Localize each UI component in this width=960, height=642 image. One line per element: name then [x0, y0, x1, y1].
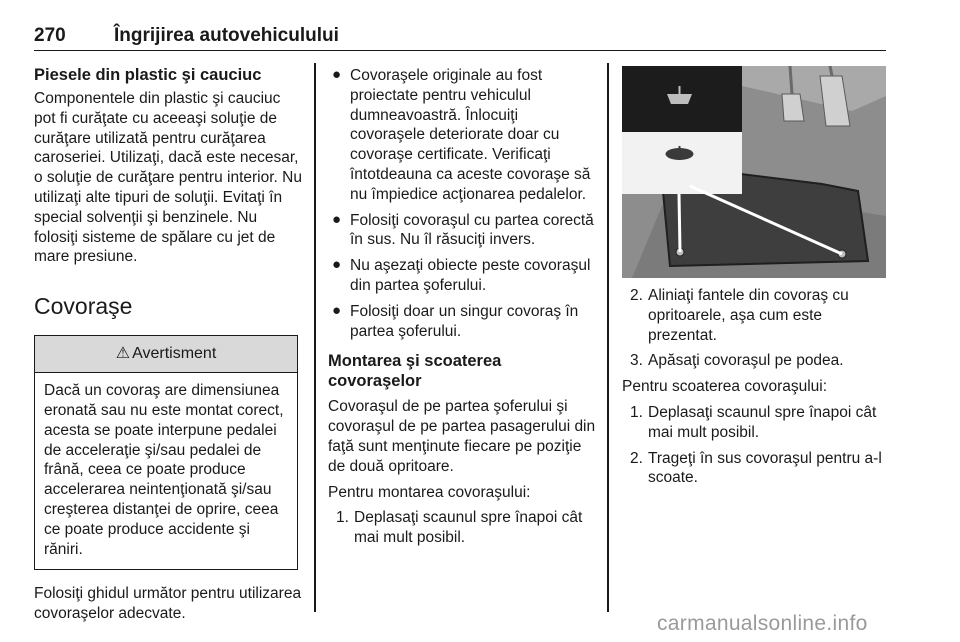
step-number: 3.: [630, 352, 643, 370]
step-text: Apăsaţi covoraşul pe podea.: [648, 352, 844, 370]
list-item: [328, 66, 596, 205]
mounting-steps: [328, 508, 596, 548]
mounting-intro: Pentru montarea covoraşului:: [328, 483, 531, 501]
removal-steps: [622, 403, 888, 488]
bullet-icon: ●: [332, 66, 342, 83]
step-item: [622, 351, 888, 371]
step-item: [622, 449, 888, 489]
bullet-text: Covoraşele originale au fost proiectate pentru vehiculul dumneavoastră. Înlocuiţi covoraşele deteriorate doar cu covoraşe certificate. Verificaţi întotdeauna ca aceste covoraşe să nu împiedice acţionarea pedalelor.: [350, 67, 591, 203]
watermark: carmanualsonline.info: [657, 612, 868, 635]
bullet-icon: ●: [332, 210, 342, 228]
page-header: [34, 20, 886, 51]
column-divider-1: [314, 63, 316, 612]
floor-mat-illustration: [622, 66, 886, 278]
section-heading-plastic: Piesele din plastic şi cauciuc: [34, 66, 262, 84]
bullet-text: Nu aşezaţi obiecte peste covoraşul din partea şoferului.: [350, 257, 591, 294]
step-text: Aliniaţi fantele din covoraş cu opritoarele, aşa cum este prezentat.: [648, 287, 849, 344]
column-left: [34, 65, 302, 630]
column-divider-2: [607, 63, 609, 612]
step-text: Deplasaţi scaunul spre înapoi cât mai mult posibil.: [648, 403, 877, 441]
warning-title: Avertisment: [132, 345, 217, 363]
section-text-plastic: Componentele din plastic şi cauciuc pot fi curăţate cu aceeaşi soluţie de curăţare utilizată pentru curăţarea caroseriei. Utilizaţi, dacă este necesar, o soluţie de curăţare pentru interior. Nu utilizaţi alte tipuri de soluţii. Evitaţi în special solvenţii şi benzinele. Nu folosiţi sisteme de spălare cu jet de mare presiune.: [34, 90, 302, 266]
bullet-list: [328, 66, 596, 341]
step-item: [622, 403, 888, 443]
warning-header: [35, 336, 297, 373]
bullet-icon: ●: [332, 256, 342, 274]
bullet-text: Folosiţi doar un singur covoraş în partea şoferului.: [350, 302, 579, 340]
list-item: [328, 302, 596, 342]
step-text: Deplasaţi scaunul spre înapoi cât mai mult posibil.: [354, 509, 583, 547]
subheading-mounting: Montarea şi scoaterea covoraşelor: [328, 352, 502, 391]
chapter-title: Îngrijirea autovehiculului: [114, 25, 339, 46]
step-item: [622, 286, 888, 345]
step-number: 1.: [336, 509, 349, 527]
section-heading-mats: Covoraşe: [34, 293, 133, 320]
mounting-steps-continued: [622, 286, 888, 371]
bullet-icon: ●: [332, 301, 342, 319]
step-number: 2.: [630, 287, 643, 304]
warning-text: Dacă un covoraş are dimensiunea eronată sau nu este montat corect, acesta se poate interpune pedalei de acceleraţie şi/sau pedalei de frână, ceea ce poate produce accelerarea neintenţionată şi/sau creşterea distanţei de oprire, ceea ce poate produce accidente şi răniri.: [44, 382, 284, 558]
bullet-text: Folosiţi covoraşul cu partea corectă în sus. Nu îl răsuciţi invers.: [350, 211, 594, 249]
step-text: Trageţi în sus covoraşul pentru a-l scoate.: [648, 449, 882, 487]
mounting-text: Covoraşul de pe partea şoferului şi covoraşul de pe partea pasagerului din faţă sunt menţinute fiecare pe poziţie de două opritoare.: [328, 398, 596, 475]
step-item: [328, 508, 596, 548]
column-middle: [328, 66, 596, 554]
step-number: 1.: [630, 403, 643, 421]
column-right: [622, 286, 888, 494]
warning-box: [34, 335, 298, 570]
page-number: 270: [34, 25, 66, 46]
guide-text: Folosiţi ghidul următor pentru utilizarea covoraşelor adecvate.: [34, 585, 302, 623]
list-item: [328, 256, 596, 296]
warning-triangle-icon: ⚠: [115, 345, 131, 363]
removal-intro: Pentru scoaterea covoraşului:: [622, 378, 828, 396]
step-number: 2.: [630, 449, 643, 467]
list-item: [328, 211, 596, 251]
